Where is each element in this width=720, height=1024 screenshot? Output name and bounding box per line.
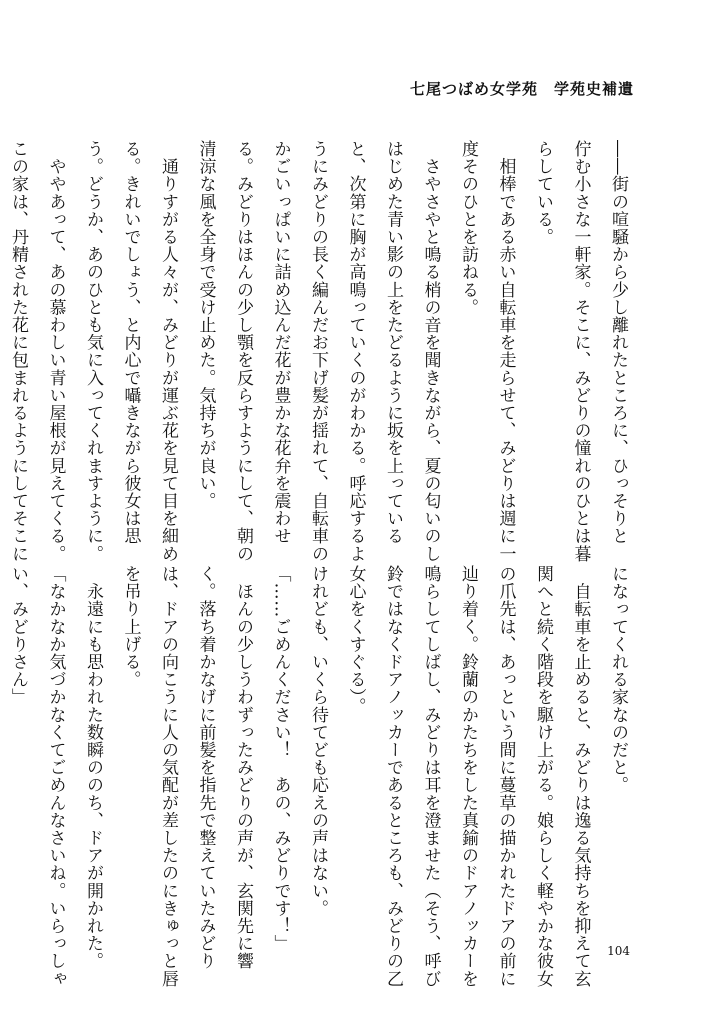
text-line: 相棒である赤い自転車を走らせて、みどりは週に一 <box>495 140 516 563</box>
text-line: ややあって、あの慕わしい青い屋根が見えてくる。 <box>45 140 66 563</box>
text-line: る。みどりはほんの少し顎を反らすようにして、朝の <box>233 140 253 563</box>
text-line: る。きれいでしょう、と内心で囁きながら彼女は思 <box>120 140 141 545</box>
text-line: はじめた青い影の上をたどるように坂を上っている <box>383 140 403 545</box>
text-line: 辿り着く。鈴蘭のかたちをした真鍮のドアノッカーを <box>458 565 478 988</box>
text-line: 度そのひとを訪ねる。 <box>458 140 478 316</box>
text-line: 関へと続く階段を駆け上がる。娘らしく軽やかな彼女 <box>533 565 553 988</box>
text-line: 清涼な風を全身で受け止めた。気持ちが良い。 <box>195 140 216 510</box>
text-line: になってくれる家なのだと。 <box>608 565 628 794</box>
text-line: らしている。 <box>533 140 553 246</box>
text-line: 通りすがる人々が、みどりが運ぶ花を見て目を細め <box>158 140 178 563</box>
text-line: 佇む小さな一軒家。そこに、みどりの憧れのひとは暮 <box>570 140 591 563</box>
text-line: 自転車を止めると、みどりは逸る気持ちを抑えて玄 <box>570 565 591 988</box>
text-line: 「……ごめんください！ あの、みどりです！」 <box>270 565 291 953</box>
text-line: と、次第に胸が高鳴っていくのがわかる。呼応するよ <box>345 140 366 563</box>
page-number: 104 <box>607 944 630 958</box>
text-line: う。どうか、あのひとも気に入ってくれますように。 <box>83 140 103 563</box>
text-line: 「なかなか気づかなくてごめんなさいね。いらっしゃ <box>45 565 66 988</box>
text-line: は、ドアの向こうに人の気配が差したのにきゅっと唇 <box>158 565 178 988</box>
text-line: この家は、丹精された花に包まれるようにしてそこに <box>8 140 28 563</box>
running-header: 七尾つばめ女学苑 学苑史補遺 <box>409 80 634 98</box>
text-line: の爪先は、あっという間に蔓草の描かれたドアの前に <box>495 565 516 988</box>
text-line: けれども、いくら待てども応えの声はない。 <box>308 565 328 917</box>
text-line: さやさやと鳴る梢の音を聞きながら、夏の匂いのし <box>420 140 441 563</box>
text-line: ――街の喧騒から少し離れたところに、ひっそりと <box>608 140 628 545</box>
text-line: を吊り上げる。 <box>120 565 141 689</box>
text-line: 鈴ではなくドアノッカーであるところも、みどりの乙 <box>383 565 403 988</box>
text-line: 永遠にも思われた数瞬ののち、ドアが開かれた。 <box>83 565 103 970</box>
text-block-top <box>8 140 636 563</box>
text-line: ほんの少しうわずったみどりの声が、玄関先に響 <box>233 565 253 970</box>
text-line: かごいっぱいに詰め込んだ花が豊かな花弁を震わせ <box>270 140 291 545</box>
text-line: い、みどりさん」 <box>8 565 28 706</box>
text-line: 鳴らしてしばし、みどりは耳を澄ませた（そう、呼び <box>420 565 441 988</box>
text-line: く。落ち着かなげに前髪を指先で整えていたみどり <box>195 565 216 970</box>
text-line: 女心をくすぐる）。 <box>345 565 366 715</box>
text-line: うにみどりの長く編んだお下げ髪が揺れて、自転車の <box>308 140 328 563</box>
